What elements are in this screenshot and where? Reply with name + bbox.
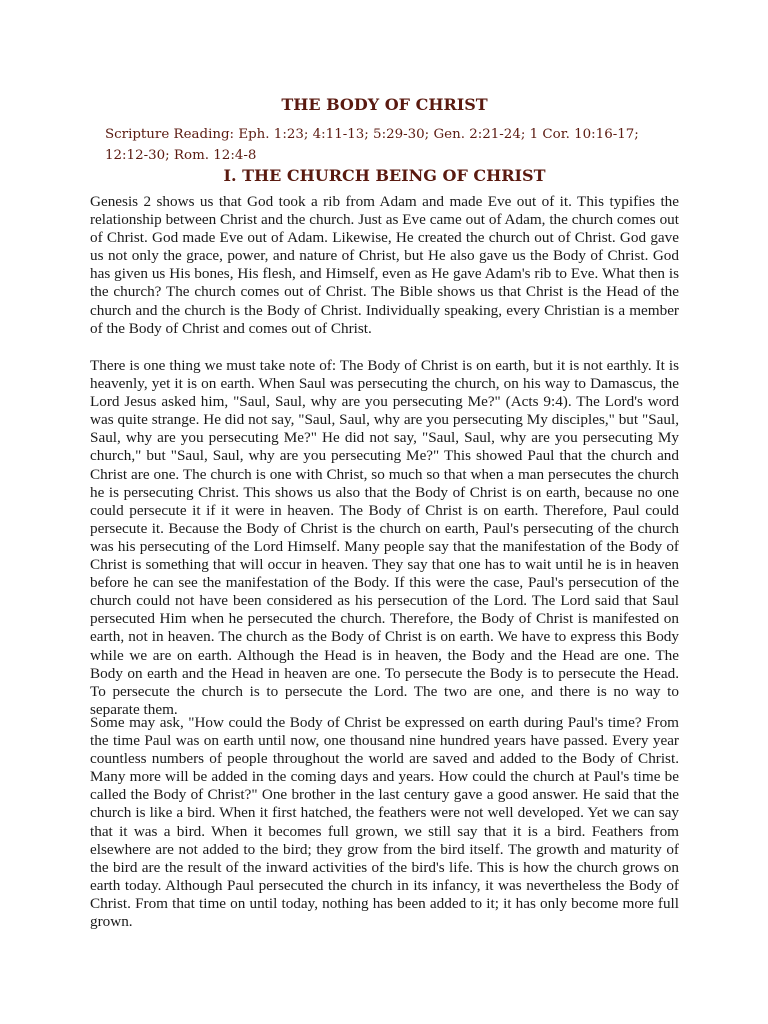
section-heading: I. THE CHURCH BEING OF CHRIST [223, 166, 546, 185]
paragraph: There is one thing we must take note of: The Body of Christ is on earth, but it is not earthly. It is heavenly, yet it is on earth. When Saul was persecuting the church, on his way to Damascus, the Lord Jesus asked him, "Saul, Saul, why are you persecuting Me?" (Acts 9:4). The Lord's word was quite strange. He did not say, "Saul, Saul, why are you persecuting My disciples," but "Saul, Saul, why are you persecuting Me?" He did not say, "Saul, Saul, why are you persecuting My church," but "Saul, Saul, why are you persecuting Me?" This showed Paul that the church and Christ are one. The church is one with Christ, so much so that when a man persecutes the church he is persecuting Christ. This shows us also that the Body of Christ is on earth, because no one could persecute it if it were in heaven. The Body of Christ is on earth. Therefore, Paul could persecute it. Because the Body of Christ is the church on earth, Paul's persecuting of the church was his persecuting of the Lord Himself. Many people say that the manifestation of the Body of Christ is something that will occur in heaven. They say that one has to wait until he is in heaven before he can see the manifestation of the Body. If this were the case, Paul's persecution of the church could not have been considered as his persecution of the Lord. The Lord said that Saul persecuted Him when he persecuted the church. Therefore, the Body of Christ is manifested on earth, not in heaven. The church as the Body of Christ is on earth. We have to express this Body while we are on earth. Although the Head is in heaven, the Body and the Head are one. The Body on earth and the Head in heaven are one. To persecute the Body is to persecute the Head. To persecute the church is to persecute the Lord. The two are one, and there is no way to separate them. [90, 357, 679, 718]
paragraph: Some may ask, "How could the Body of Christ be expressed on earth during Paul's time? From the time Paul was on earth until now, one thousand nine hundred years have passed. Every year countless numbers of people throughout the world are saved and added to the Body of Christ. Many more will be added in the coming days and years. How could the church at Paul's time be called the Body of Christ?" One brother in the last century gave a good answer. He said that the church is like a bird. When it first hatched, the feathers were not well developed. Yet we can say that it was a bird. When it becomes full grown, we still say that it is a bird. Feathers from elsewhere are not added to the bird; they grow from the bird itself. The growth and maturity of the bird are the result of the inward activities of the bird's life. This is how the church grows on earth today. Although Paul persecuted the church in its infancy, it was nevertheless the Body of Christ. From that time on until today, nothing has been added to it; it has only become more full grown. [90, 714, 679, 931]
page-title: THE BODY OF CHRIST [281, 95, 488, 114]
scripture-reading: Scripture Reading: Eph. 1:23; 4:11-13; 5:29-30; Gen. 2:21-24; 1 Cor. 10:16-17; 12:12-30; Rom. 12:4-8 [105, 127, 639, 163]
paragraph: Genesis 2 shows us that God took a rib from Adam and made Eve out of it. This typifies the relationship between Christ and the church. Just as Eve came out of Adam, the church comes out of Christ. God made Eve out of Adam. Likewise, He created the church out of Christ. God gave us not only the grace, power, and nature of Christ, but He also gave us the Body of Christ. God has given us His bones, His flesh, and Himself, even as He gave Adam's rib to Eve. What then is the church? The church comes out of Christ. The Bible shows us that Christ is the Head of the church and the church is the Body of Christ. Individually speaking, every Christian is a member of the Body of Christ and comes out of Christ. [90, 193, 679, 337]
